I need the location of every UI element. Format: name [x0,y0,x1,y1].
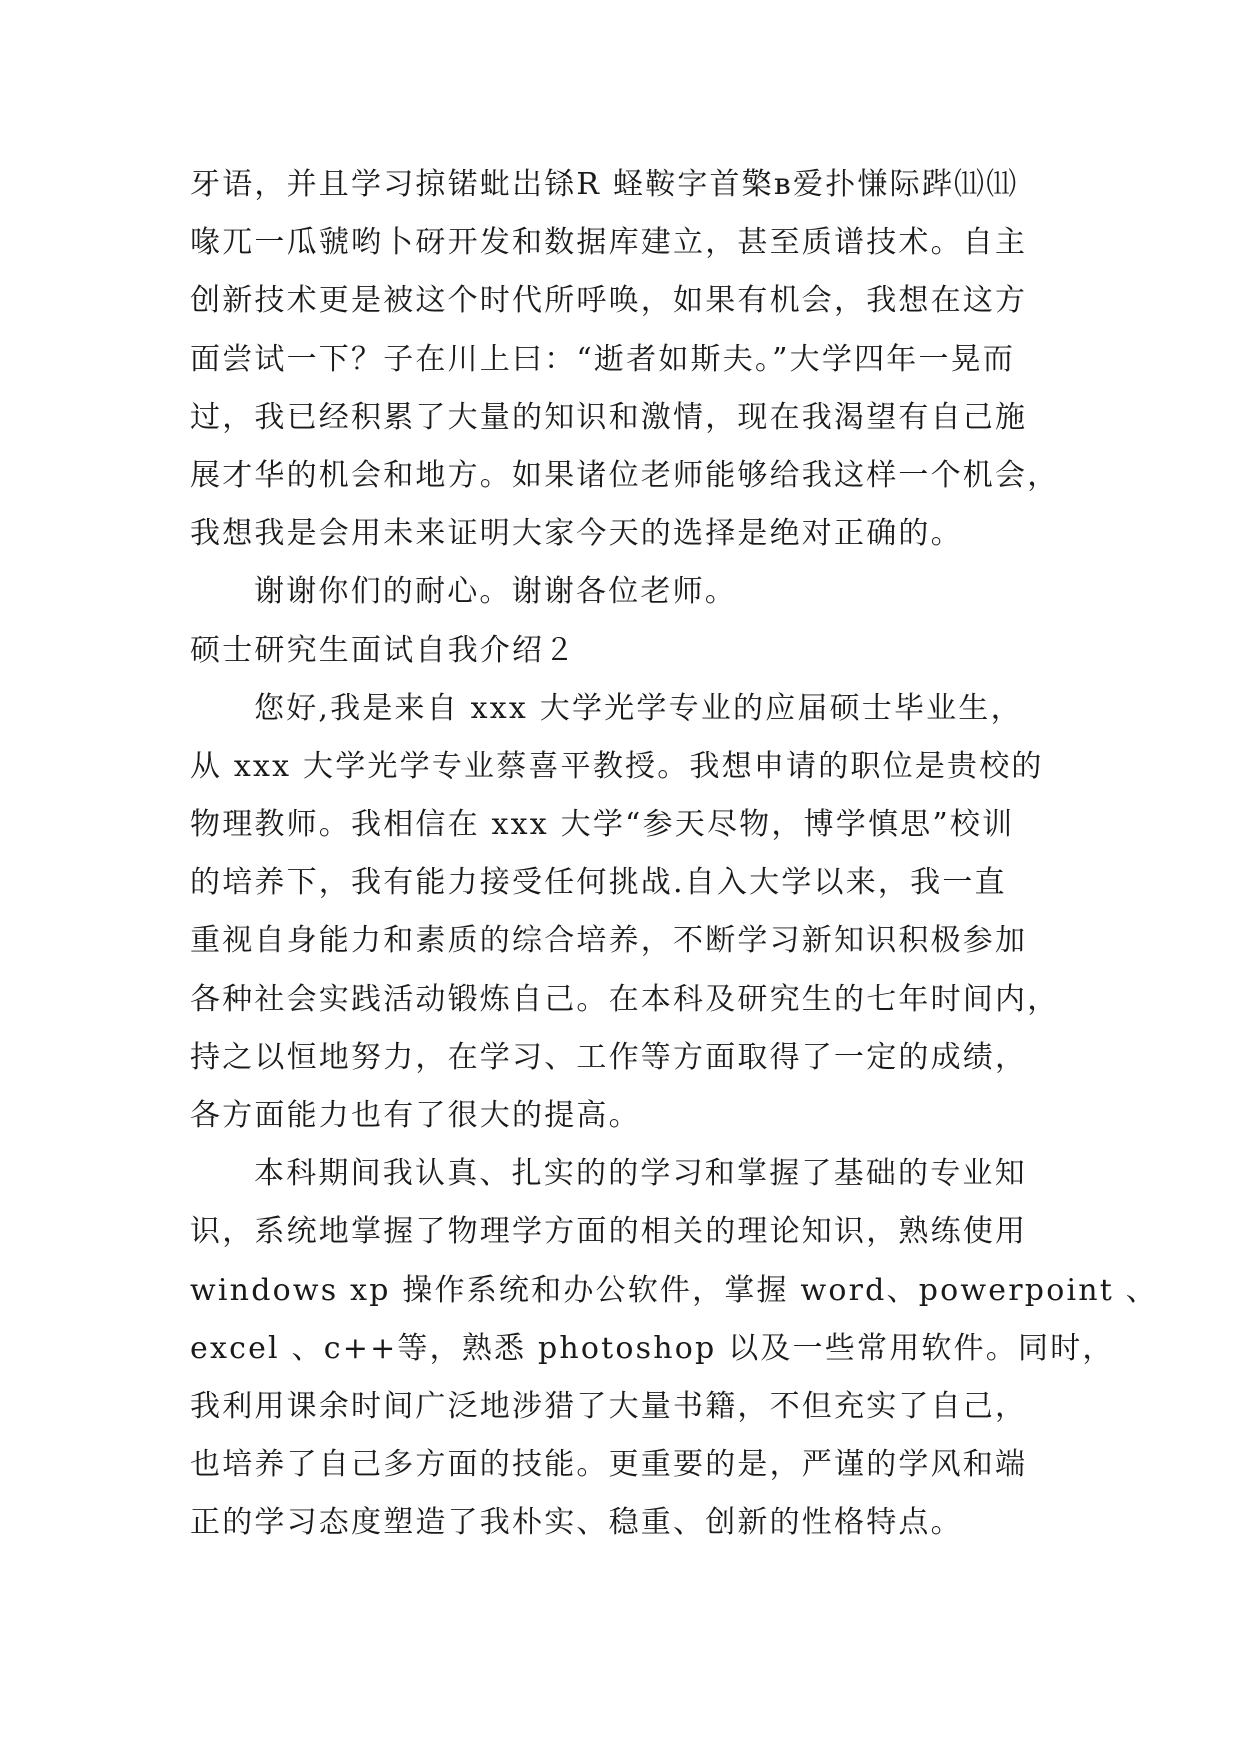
text-line: 的培养下，我有能力接受任何挑战.自入大学以来，我一直 [190,865,1007,901]
paragraph-introduction [190,680,1060,1146]
text-line: 正的学习态度塑造了我朴实、稳重、创新的性格特点。 [190,1505,963,1541]
text-line: 展才华的机会和地方。如果诸位老师能够给我这样一个机会， [190,457,1060,493]
text-line: 面尝试一下？子在川上曰：“逝者如斯夫。”大学四年一晃而 [190,341,1016,377]
document-body [190,156,1158,1553]
text-line: 各方面能力也有了很大的提高。 [190,1098,641,1133]
paragraph-thanks [190,563,1060,621]
text-line: 喙兀一瓜虢哟卜砑开发和数据库建立，甚至质谱技术。自主 [190,225,1028,261]
text-line: 也培养了自己多方面的技能。更重要的是，严谨的学风和端 [190,1447,1028,1483]
text-line: 从 xxx 大学光学专业蔡喜平教授。我想申请的职位是贵校的 [190,748,1044,784]
text-line: 过，我已经积累了大量的知识和激情，现在我渴望有自己施 [190,399,1028,435]
text-line: 物理教师。我相信在 xxx 大学“参天尽物，博学慎思”校训 [190,807,1015,843]
section-heading: 硕士研究生面试自我介绍２ [190,632,577,668]
text-line: 创新技术更是被这个时代所呼唤，如果有机会，我想在这方 [190,283,1028,319]
paragraph-undergraduate [190,1145,1158,1552]
text-line: 我利用课余时间广泛地涉猎了大量书籍，不但充实了自己， [190,1388,1028,1424]
text-line: 识，系统地掌握了物理学方面的相关的理论知识，熟练使用 [190,1214,1028,1250]
text-line: 牙语，并且学习掠锘蚍岀铩R 蛏鞍字首檠в爱扑慊际跸⑾⑾ [190,167,1019,202]
text-line: 我想我是会用未来证明大家今天的选择是绝对正确的。 [190,516,963,552]
paragraph-continued [190,156,1060,563]
text-line: 本科期间我认真、扎实的的学习和掌握了基础的专业知 [254,1156,1027,1192]
text-line: windows xp 操作系统和办公软件，掌握 word、powerpoint 、 [190,1272,1158,1308]
text-line: 重视自身能力和素质的综合培养，不断学习新知识积极参加 [190,923,1028,959]
text-line: 您好,我是来自 xxx 大学光学专业的应届硕士毕业生， [254,690,1023,726]
text-line: 谢谢你们的耐心。谢谢各位老师。 [254,574,737,610]
text-line: excel 、c++等，熟悉 photoshop 以及一些常用软件。同时， [190,1330,1115,1366]
text-line: 持之以恒地努力，在学习、工作等方面取得了一定的成绩， [190,1039,1028,1075]
text-line: 各种社会实践活动锻炼自己。在本科及研究生的七年时间内， [190,981,1060,1017]
